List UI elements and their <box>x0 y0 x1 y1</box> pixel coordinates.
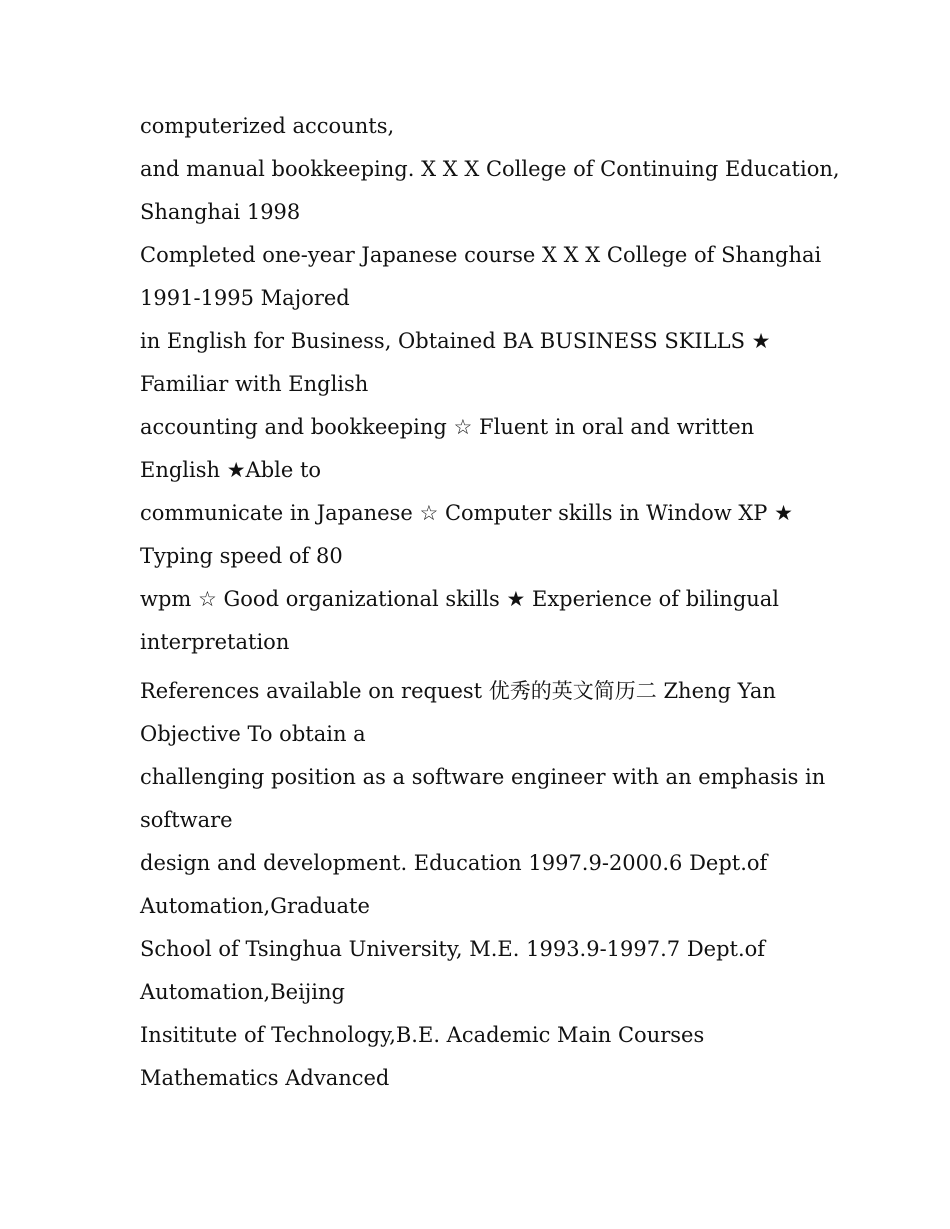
text-line: in English for Business, Obtained BA BUSINESS SKILLS ★ <box>140 329 771 353</box>
text-line: 1991-1995 Majored <box>140 286 350 310</box>
text-line: computerized accounts, <box>140 114 395 138</box>
text-line: Automation,Graduate <box>140 894 370 918</box>
text-line: interpretation <box>140 630 290 654</box>
text-line: Insititute of Technology,B.E. Academic Main Courses <box>140 1023 705 1047</box>
text-line: wpm ☆ Good organizational skills ★ Experience of bilingual <box>140 587 780 611</box>
text-line: design and development. Education 1997.9-2000.6 Dept.of <box>140 851 768 875</box>
text-line: accounting and bookkeeping ☆ Fluent in oral and written <box>140 415 755 439</box>
text-line: software <box>140 808 233 832</box>
text-line: School of Tsinghua University, M.E. 1993.9-1997.7 Dept.of <box>140 937 766 961</box>
text-line: Shanghai 1998 <box>140 200 301 224</box>
text-line: Familiar with English <box>140 372 369 396</box>
text-line: challenging position as a software engineer with an emphasis in <box>140 765 826 789</box>
document-body <box>140 105 840 1100</box>
text-line: Typing speed of 80 <box>140 544 343 568</box>
text-line: References available on request 优秀的英文简历二 Zheng Yan <box>140 679 776 703</box>
text-line: communicate in Japanese ☆ Computer skills in Window XP ★ <box>140 501 793 525</box>
text-line: Automation,Beijing <box>140 980 345 1004</box>
text-line: Mathematics Advanced <box>140 1066 390 1090</box>
text-line: Completed one-year Japanese course X X X College of Shanghai <box>140 243 822 267</box>
text-line: English ★Able to <box>140 458 322 482</box>
text-line: and manual bookkeeping. X X X College of Continuing Education, <box>140 157 840 181</box>
text-line: Objective To obtain a <box>140 722 366 746</box>
